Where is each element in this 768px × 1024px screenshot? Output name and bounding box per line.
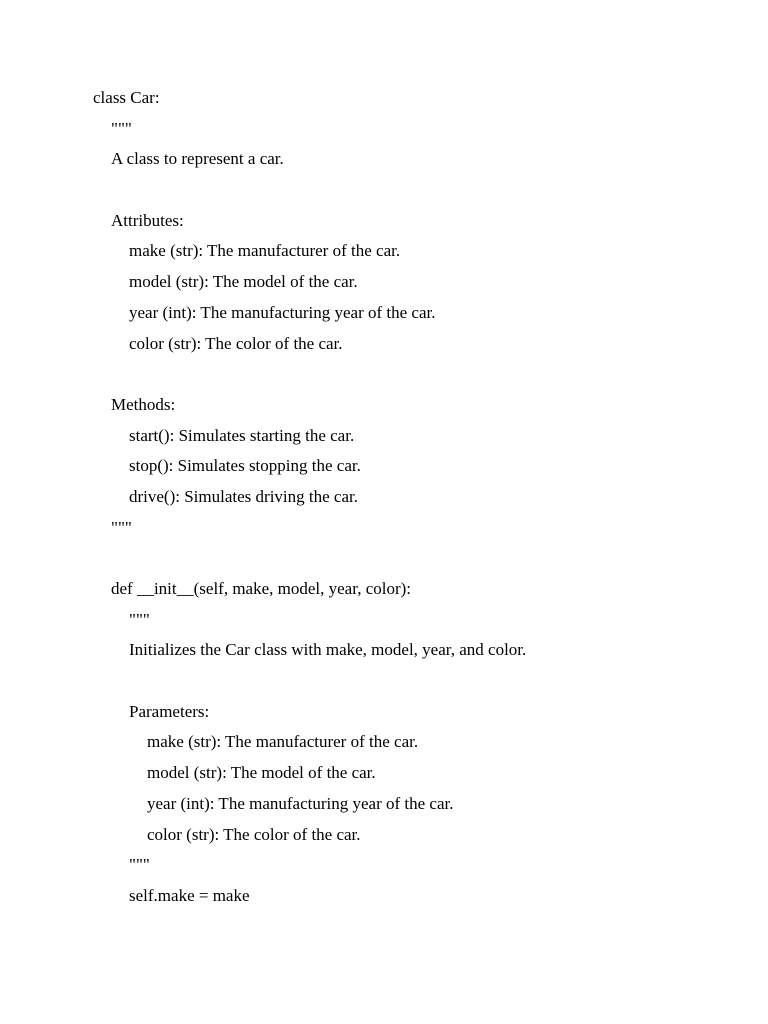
code-line: Parameters: — [129, 701, 210, 721]
code-block — [93, 83, 526, 912]
code-line: Attributes: — [111, 210, 184, 230]
code-line: class Car: — [93, 88, 160, 107]
code-line: start(): Simulates starting the car. — [129, 425, 355, 445]
code-line: def __init__(self, make, model, year, color): — [111, 579, 412, 598]
code-line: make (str): The manufacturer of the car. — [147, 732, 419, 752]
code-line: self.make = make — [129, 885, 250, 905]
code-line: """ — [129, 609, 150, 629]
code-line: year (int): The manufacturing year of the car. — [147, 793, 454, 813]
code-line: color (str): The color of the car. — [129, 333, 343, 353]
blank-line — [93, 666, 526, 697]
blank-line — [93, 359, 526, 390]
code-line: model (str): The model of the car. — [129, 272, 358, 292]
code-line: Initializes the Car class with make, model, year, and color. — [129, 640, 527, 660]
code-line: year (int): The manufacturing year of the car. — [129, 302, 436, 322]
code-line: """ — [129, 855, 150, 875]
code-line: Methods: — [111, 394, 176, 414]
code-line: make (str): The manufacturer of the car. — [129, 241, 401, 261]
code-line: """ — [111, 517, 132, 537]
code-line: model (str): The model of the car. — [147, 763, 376, 783]
blank-line — [93, 543, 526, 574]
code-line: color (str): The color of the car. — [147, 824, 361, 844]
blank-line — [93, 175, 526, 206]
code-line: stop(): Simulates stopping the car. — [129, 456, 361, 476]
code-line: """ — [111, 118, 132, 138]
code-line: A class to represent a car. — [111, 149, 284, 169]
code-line: drive(): Simulates driving the car. — [129, 486, 358, 506]
